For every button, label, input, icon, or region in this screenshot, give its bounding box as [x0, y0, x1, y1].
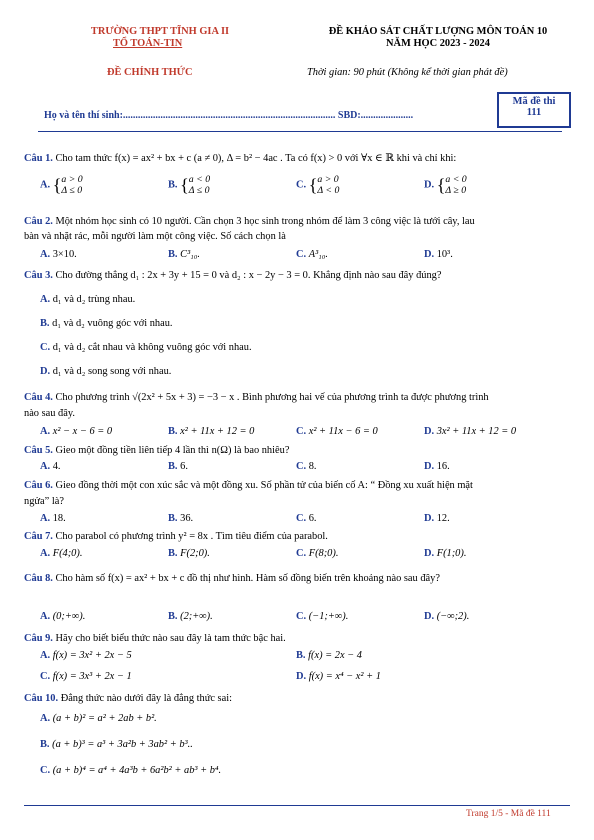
condition-delta: Δ < 0 — [317, 185, 340, 196]
exam-code-value: 111 — [526, 107, 542, 118]
q4-option-b[interactable] — [168, 426, 254, 437]
option-text: 10³. — [436, 249, 453, 260]
option-text: d₁ và d₂ vuông góc với nhau. — [52, 318, 173, 329]
q7-option-c[interactable] — [296, 548, 338, 559]
school-year: NĂM HỌC 2023 - 2024 — [386, 38, 490, 49]
option-label: B. — [168, 426, 178, 437]
option-text: 12. — [436, 513, 450, 524]
q6-option-c[interactable] — [296, 513, 317, 524]
option-text: A³₁₀. — [308, 249, 329, 260]
option-label: A. — [40, 179, 51, 191]
question-1 — [24, 152, 456, 165]
option-text: 18. — [52, 513, 66, 524]
option-label: C. — [40, 342, 51, 353]
question-number: Câu 5. — [24, 445, 53, 456]
exam-code-label: Mã đề thi — [512, 96, 556, 107]
q3-option-b[interactable] — [40, 318, 173, 329]
question-number: Câu 3. — [24, 270, 53, 281]
option-text: 6. — [308, 513, 317, 524]
option-text: f(x) = 3x³ + 2x − 1 — [52, 671, 132, 682]
q7-option-b[interactable] — [168, 548, 210, 559]
question-5 — [24, 444, 289, 457]
q5-option-d[interactable] — [424, 461, 450, 472]
question-text: Cho phương trình √(2x² + 5x + 3) = −3 − x . Bình phương hai vế của phương trình ta được phương trình — [55, 392, 489, 403]
question-text: Cho hàm số f(x) = ax² + bx + c đồ thị như hình. Hàm số đồng biến trên khoảng nào sau đây? — [55, 573, 440, 584]
question-2-cont: bàn và nhặt rác, mỗi người làm một công việc. Số cách chọn là — [24, 231, 286, 242]
option-label: A. — [40, 713, 51, 724]
official-label: ĐỀ CHÍNH THỨC — [107, 67, 193, 78]
q5-option-a[interactable] — [40, 461, 61, 472]
option-label: D. — [296, 671, 307, 682]
option-label: D. — [424, 179, 435, 191]
question-number: Câu 6. — [24, 480, 53, 491]
option-label: C. — [40, 671, 51, 682]
condition-a: a < 0 — [445, 174, 467, 185]
question-10 — [24, 692, 232, 705]
option-label: A. — [40, 249, 51, 260]
option-label: A. — [40, 650, 51, 661]
option-label: D. — [424, 513, 435, 524]
question-text: Hãy cho biết biểu thức nào sau đây là tam thức bậc hai. — [55, 633, 286, 644]
option-text: 4. — [52, 461, 61, 472]
option-text: 8. — [308, 461, 317, 472]
option-label: A. — [40, 611, 51, 622]
question-number: Câu 4. — [24, 392, 53, 403]
option-label: B. — [168, 513, 178, 524]
option-text: (2;+∞). — [180, 611, 213, 622]
option-label: D. — [424, 548, 435, 559]
q6-option-a[interactable] — [40, 513, 66, 524]
department-name: TỔ TOÁN-TIN — [113, 38, 183, 49]
option-text: d₁ và d₂ trùng nhau. — [52, 294, 136, 305]
option-label: C. — [296, 426, 307, 437]
option-text: (a + b)⁴ = a⁴ + 4a³b + 6a²b² + ab³ + b⁴. — [52, 765, 222, 776]
option-text: x² − x − 6 = 0 — [52, 426, 113, 437]
option-label: A. — [40, 294, 51, 305]
q4-option-d[interactable] — [424, 426, 516, 437]
q9-option-c[interactable] — [40, 671, 132, 682]
option-text: d₁ và d₂ song song với nhau. — [52, 366, 172, 377]
option-label: B. — [40, 739, 50, 750]
q1-option-b[interactable]: B. {a < 0 Δ ≤ 0 — [168, 174, 211, 196]
exam-title: ĐỀ KHẢO SÁT CHẤT LƯỢNG MÔN TOÁN 10 — [328, 26, 548, 37]
q9-option-b[interactable] — [296, 650, 362, 661]
question-7 — [24, 530, 328, 543]
q8-option-d[interactable] — [424, 611, 469, 622]
question-text: Đẳng thức nào dưới đây là đẳng thức sai: — [60, 693, 232, 704]
option-text: (0;+∞). — [52, 611, 86, 622]
option-label: D. — [424, 249, 435, 260]
q10-option-c[interactable] — [40, 765, 221, 776]
footer-divider — [24, 805, 570, 806]
option-label: C. — [296, 611, 307, 622]
q5-option-c[interactable] — [296, 461, 317, 472]
question-8 — [24, 572, 440, 585]
q9-option-a[interactable] — [40, 650, 132, 661]
q2-option-a[interactable] — [40, 249, 77, 260]
question-number: Câu 7. — [24, 531, 53, 542]
option-text: f(x) = 2x − 4 — [308, 650, 362, 661]
option-label: B. — [296, 650, 306, 661]
q6-option-b[interactable] — [168, 513, 193, 524]
question-2 — [24, 215, 475, 228]
option-text: 3x² + 11x + 12 = 0 — [436, 426, 517, 437]
q3-option-d[interactable] — [40, 366, 171, 377]
condition-a: a < 0 — [188, 174, 211, 185]
option-label: D. — [424, 426, 435, 437]
q1-option-a[interactable]: A. {a > 0 Δ ≤ 0 — [40, 174, 83, 196]
option-text: 36. — [180, 513, 194, 524]
option-text: f(x) = x⁴ − x² + 1 — [308, 671, 381, 682]
condition-a: a > 0 — [61, 174, 83, 185]
question-number: Câu 2. — [24, 216, 53, 227]
question-text: Một nhóm học sinh có 10 người. Cần chọn 3 học sinh trong nhóm để làm 3 công việc là tưới cây, lau — [55, 216, 475, 227]
option-label: C. — [296, 548, 307, 559]
option-label: C. — [296, 461, 307, 472]
option-label: A. — [40, 548, 51, 559]
option-label: D. — [424, 461, 435, 472]
q8-option-c[interactable] — [296, 611, 348, 622]
header-divider — [38, 131, 562, 132]
question-4-cont: nào sau đây. — [24, 408, 75, 419]
question-text: Gieo đồng thời một con xúc sắc và một đồng xu. Số phần tử của biến cố A: “ Đồng xu xuất hiện mặt — [55, 480, 473, 491]
option-label: A. — [40, 461, 51, 472]
option-label: C. — [296, 513, 307, 524]
option-text: 16. — [436, 461, 450, 472]
option-label: A. — [40, 513, 51, 524]
q7-option-a[interactable] — [40, 548, 82, 559]
exam-code-box — [497, 92, 571, 128]
q4-option-c[interactable] — [296, 426, 378, 437]
q8-option-a[interactable] — [40, 611, 85, 622]
question-number: Câu 8. — [24, 573, 53, 584]
option-text: F(2;0). — [180, 548, 210, 559]
option-text: (a + b)³ = a³ + 3a²b + 3ab² + b³.. — [52, 739, 193, 750]
option-text: F(8;0). — [308, 548, 339, 559]
condition-delta: Δ ≥ 0 — [445, 185, 467, 196]
question-text: Cho parabol có phương trình y² = 8x . Tìm tiêu điểm của parabol. — [55, 531, 328, 542]
option-text: C³₁₀. — [180, 249, 201, 260]
question-number: Câu 9. — [24, 633, 53, 644]
option-label: C. — [296, 179, 307, 191]
option-text: d₁ và d₂ cắt nhau và không vuông góc với nhau. — [52, 342, 252, 353]
option-label: B. — [168, 461, 178, 472]
q10-option-a[interactable] — [40, 713, 157, 724]
option-text: x² + 11x − 6 = 0 — [308, 426, 378, 437]
option-text: (−∞;2). — [436, 611, 470, 622]
option-text: F(4;0). — [52, 548, 83, 559]
q10-option-b[interactable] — [40, 739, 193, 750]
condition-delta: Δ ≤ 0 — [188, 185, 210, 196]
question-6-cont: ngửa” là? — [24, 496, 64, 507]
candidate-info-line: Họ và tên thí sinh:..................................................................................... SBD:..................... — [44, 110, 414, 121]
question-number: Câu 10. — [24, 693, 59, 704]
school-name: TRƯỜNG THPT TĨNH GIA II — [90, 26, 230, 37]
question-number: Câu 1. — [24, 153, 53, 164]
q3-option-a[interactable] — [40, 294, 135, 305]
question-4 — [24, 391, 489, 404]
option-label: B. — [168, 548, 178, 559]
question-3 — [24, 269, 441, 282]
question-text: Gieo một đồng tiền liên tiếp 4 lần thì n(Ω) là bao nhiêu? — [55, 445, 290, 456]
option-label: B. — [168, 179, 178, 191]
option-text: 3×10. — [52, 249, 77, 260]
question-9 — [24, 632, 286, 645]
q6-option-d[interactable] — [424, 513, 450, 524]
q3-option-c[interactable] — [40, 342, 252, 353]
option-label: C. — [296, 249, 307, 260]
option-text: (−1;+∞). — [308, 611, 349, 622]
page-footer: Trang 1/5 - Mã đề 111 — [466, 809, 551, 819]
option-label: D. — [424, 611, 435, 622]
q2-option-d[interactable] — [424, 249, 453, 260]
question-text: Cho đường thẳng d₁ : 2x + 3y + 15 = 0 và d₂ : x − 2y − 3 = 0. Khẳng định nào sau đây đúng? — [55, 270, 442, 281]
q1-option-d[interactable]: D. {a < 0 Δ ≥ 0 — [424, 174, 467, 196]
option-label: D. — [40, 366, 51, 377]
option-label: B. — [168, 249, 178, 260]
question-text: Cho tam thức f(x) = ax² + bx + c (a ≠ 0), Δ = b² − 4ac . Ta có f(x) > 0 với ∀x ∈ ℝ khi và chỉ khi: — [55, 153, 457, 164]
option-label: C. — [40, 765, 51, 776]
question-6 — [24, 479, 473, 492]
q9-option-d[interactable] — [296, 671, 381, 682]
exam-time: Thời gian: 90 phút (Không kể thời gian phát đề) — [307, 67, 508, 78]
option-label: A. — [40, 426, 51, 437]
condition-a: a > 0 — [317, 174, 339, 185]
option-label: B. — [168, 611, 178, 622]
option-text: 6. — [180, 461, 188, 472]
option-text: f(x) = 3x² + 2x − 5 — [52, 650, 132, 661]
option-text: F(1;0). — [436, 548, 467, 559]
q2-option-b[interactable] — [168, 249, 200, 260]
option-text: (a + b)² = a² + 2ab + b². — [52, 713, 157, 724]
option-label: B. — [40, 318, 50, 329]
option-text: x² + 11x + 12 = 0 — [180, 426, 255, 437]
condition-delta: Δ ≤ 0 — [61, 185, 83, 196]
q2-option-c[interactable] — [296, 249, 328, 260]
q5-option-b[interactable] — [168, 461, 188, 472]
q8-option-b[interactable] — [168, 611, 213, 622]
q4-option-a[interactable] — [40, 426, 112, 437]
q1-option-c[interactable]: C. {a > 0 Δ < 0 — [296, 174, 340, 196]
q7-option-d[interactable] — [424, 548, 466, 559]
